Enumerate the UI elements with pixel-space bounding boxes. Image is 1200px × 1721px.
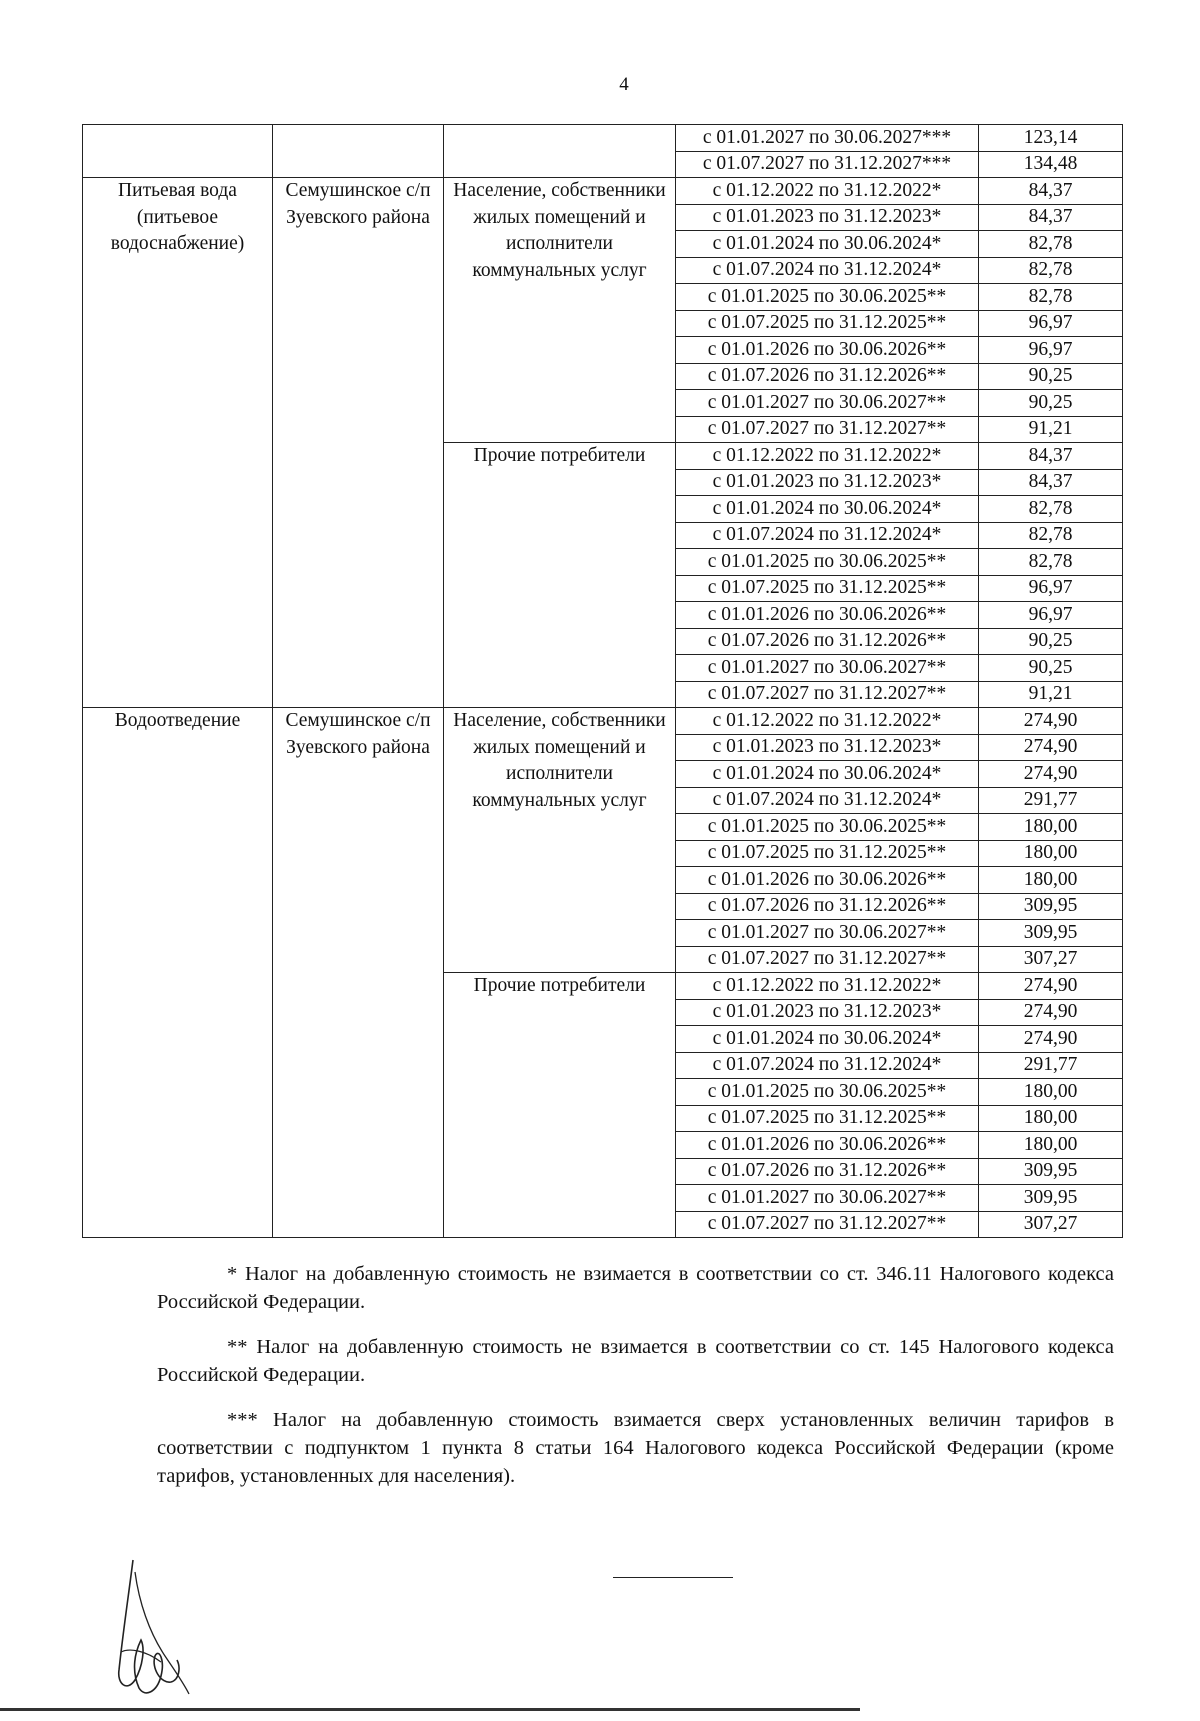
tariff-value-cell: 274,90 [979, 999, 1123, 1026]
period-cell: с 01.01.2024 по 30.06.2024* [676, 1026, 979, 1053]
footnote-single-star: * Налог на добавленную стоимость не взимается в соответствии со ст. 346.11 Налогового кодекса Российской Федерации. [157, 1263, 1114, 1313]
period-cell: с 01.07.2025 по 31.12.2025** [676, 840, 979, 867]
scan-edge [0, 1708, 860, 1711]
territory-cell: Семушинское с/п Зуевского района [273, 708, 444, 1238]
tariff-value-cell: 82,78 [979, 549, 1123, 576]
tariff-value-cell: 96,97 [979, 575, 1123, 602]
tariff-value-cell: 274,90 [979, 973, 1123, 1000]
period-cell: с 01.01.2024 по 30.06.2024* [676, 761, 979, 788]
period-cell: с 01.01.2026 по 30.06.2026** [676, 867, 979, 894]
period-cell: с 01.01.2026 по 30.06.2026** [676, 337, 979, 364]
period-cell: с 01.07.2027 по 31.12.2027** [676, 946, 979, 973]
tariff-value-cell: 96,97 [979, 310, 1123, 337]
period-cell: с 01.07.2025 по 31.12.2025** [676, 575, 979, 602]
period-cell: с 01.07.2026 по 31.12.2026** [676, 628, 979, 655]
tariff-value-cell: 91,21 [979, 681, 1123, 708]
table-row [83, 708, 1123, 735]
tariff-value-cell: 91,21 [979, 416, 1123, 443]
period-cell: с 01.01.2027 по 30.06.2027** [676, 1185, 979, 1212]
tariff-value-cell: 90,25 [979, 390, 1123, 417]
period-cell: с 01.07.2027 по 31.12.2027** [676, 1211, 979, 1238]
period-cell: с 01.01.2025 по 30.06.2025** [676, 1079, 979, 1106]
period-cell: с 01.01.2023 по 31.12.2023* [676, 999, 979, 1026]
tariff-value-cell: 90,25 [979, 628, 1123, 655]
period-cell: с 01.12.2022 по 31.12.2022* [676, 178, 979, 205]
period-cell: с 01.01.2027 по 30.06.2027** [676, 655, 979, 682]
period-cell: с 01.01.2026 по 30.06.2026** [676, 602, 979, 629]
consumer-cell: Население, собственники жилых помещений и исполнители коммунальных услуг [444, 178, 676, 443]
tariff-value-cell: 309,95 [979, 920, 1123, 947]
tariff-value-cell: 82,78 [979, 522, 1123, 549]
tariff-value-cell: 291,77 [979, 787, 1123, 814]
period-cell: с 01.07.2025 по 31.12.2025** [676, 310, 979, 337]
tariff-value-cell: 180,00 [979, 1105, 1123, 1132]
tariff-value-cell: 134,48 [979, 151, 1123, 178]
table-row [83, 178, 1123, 205]
period-cell: с 01.01.2025 по 30.06.2025** [676, 549, 979, 576]
tariff-value-cell: 84,37 [979, 469, 1123, 496]
tariff-value-cell: 82,78 [979, 257, 1123, 284]
period-cell: с 01.07.2027 по 31.12.2027** [676, 681, 979, 708]
tariff-value-cell: 180,00 [979, 1132, 1123, 1159]
tariff-value-cell: 180,00 [979, 867, 1123, 894]
period-cell: с 01.01.2027 по 30.06.2027** [676, 390, 979, 417]
territory-cell-continued [273, 125, 444, 178]
service-cell-continued [83, 125, 273, 178]
tariff-value-cell: 82,78 [979, 496, 1123, 523]
period-cell: с 01.01.2027 по 30.06.2027*** [676, 125, 979, 152]
page-number: 4 [619, 74, 629, 95]
tariff-value-cell: 307,27 [979, 946, 1123, 973]
period-cell: с 01.01.2023 по 31.12.2023* [676, 469, 979, 496]
tariff-table [82, 124, 1123, 1238]
period-cell: с 01.07.2026 по 31.12.2026** [676, 363, 979, 390]
tariff-value-cell: 274,90 [979, 1026, 1123, 1053]
period-cell: с 01.07.2027 по 31.12.2027*** [676, 151, 979, 178]
period-cell: с 01.07.2024 по 31.12.2024* [676, 787, 979, 814]
tariff-value-cell: 274,90 [979, 734, 1123, 761]
tariff-value-cell: 84,37 [979, 204, 1123, 231]
tariff-value-cell: 274,90 [979, 761, 1123, 788]
end-rule [613, 1577, 733, 1578]
period-cell: с 01.12.2022 по 31.12.2022* [676, 443, 979, 470]
period-cell: с 01.01.2023 по 31.12.2023* [676, 204, 979, 231]
tariff-value-cell: 82,78 [979, 284, 1123, 311]
tariff-value-cell: 84,37 [979, 443, 1123, 470]
period-cell: с 01.01.2027 по 30.06.2027** [676, 920, 979, 947]
period-cell: с 01.07.2024 по 31.12.2024* [676, 522, 979, 549]
period-cell: с 01.01.2023 по 31.12.2023* [676, 734, 979, 761]
tariff-value-cell: 180,00 [979, 840, 1123, 867]
consumer-cell: Население, собственники жилых помещений и исполнители коммунальных услуг [444, 708, 676, 973]
tariff-value-cell: 309,95 [979, 893, 1123, 920]
footnotes [157, 1260, 1114, 1507]
tariff-value-cell: 82,78 [979, 231, 1123, 258]
tariff-value-cell: 96,97 [979, 337, 1123, 364]
period-cell: с 01.07.2026 по 31.12.2026** [676, 893, 979, 920]
service-cell: Питьевая вода (питьевое водоснабжение) [83, 178, 273, 708]
tariff-value-cell: 84,37 [979, 178, 1123, 205]
tariff-value-cell: 123,14 [979, 125, 1123, 152]
tariff-value-cell: 90,25 [979, 363, 1123, 390]
period-cell: с 01.01.2026 по 30.06.2026** [676, 1132, 979, 1159]
period-cell: с 01.07.2026 по 31.12.2026** [676, 1158, 979, 1185]
tariff-value-cell: 309,95 [979, 1158, 1123, 1185]
tariff-value-cell: 291,77 [979, 1052, 1123, 1079]
handwritten-signature-icon [105, 1552, 195, 1702]
consumer-cell: Прочие потребители [444, 973, 676, 1238]
table-row [83, 125, 1123, 152]
period-cell: с 01.07.2024 по 31.12.2024* [676, 257, 979, 284]
footnote-double-star: ** Налог на добавленную стоимость не взимается в соответствии со ст. 145 Налогового кодекса Российской Федерации. [157, 1336, 1114, 1386]
period-cell: с 01.07.2027 по 31.12.2027** [676, 416, 979, 443]
territory-cell: Семушинское с/п Зуевского района [273, 178, 444, 708]
tariff-value-cell: 96,97 [979, 602, 1123, 629]
period-cell: с 01.12.2022 по 31.12.2022* [676, 708, 979, 735]
period-cell: с 01.07.2025 по 31.12.2025** [676, 1105, 979, 1132]
period-cell: с 01.01.2025 по 30.06.2025** [676, 284, 979, 311]
period-cell: с 01.01.2024 по 30.06.2024* [676, 231, 979, 258]
tariff-value-cell: 309,95 [979, 1185, 1123, 1212]
tariff-value-cell: 90,25 [979, 655, 1123, 682]
consumer-cell-continued [444, 125, 676, 178]
consumer-cell: Прочие потребители [444, 443, 676, 708]
tariff-value-cell: 180,00 [979, 1079, 1123, 1106]
service-cell: Водоотведение [83, 708, 273, 1238]
period-cell: с 01.01.2024 по 30.06.2024* [676, 496, 979, 523]
tariff-value-cell: 180,00 [979, 814, 1123, 841]
period-cell: с 01.07.2024 по 31.12.2024* [676, 1052, 979, 1079]
tariff-value-cell: 274,90 [979, 708, 1123, 735]
tariff-value-cell: 307,27 [979, 1211, 1123, 1238]
period-cell: с 01.12.2022 по 31.12.2022* [676, 973, 979, 1000]
period-cell: с 01.01.2025 по 30.06.2025** [676, 814, 979, 841]
footnote-triple-star: *** Налог на добавленную стоимость взимается сверх установленных величин тарифов в соответствии с подпунктом 1 пункта 8 статьи 164 Налогового кодекса Российской Федерации (кроме тарифов, установленных для населения). [157, 1409, 1114, 1487]
